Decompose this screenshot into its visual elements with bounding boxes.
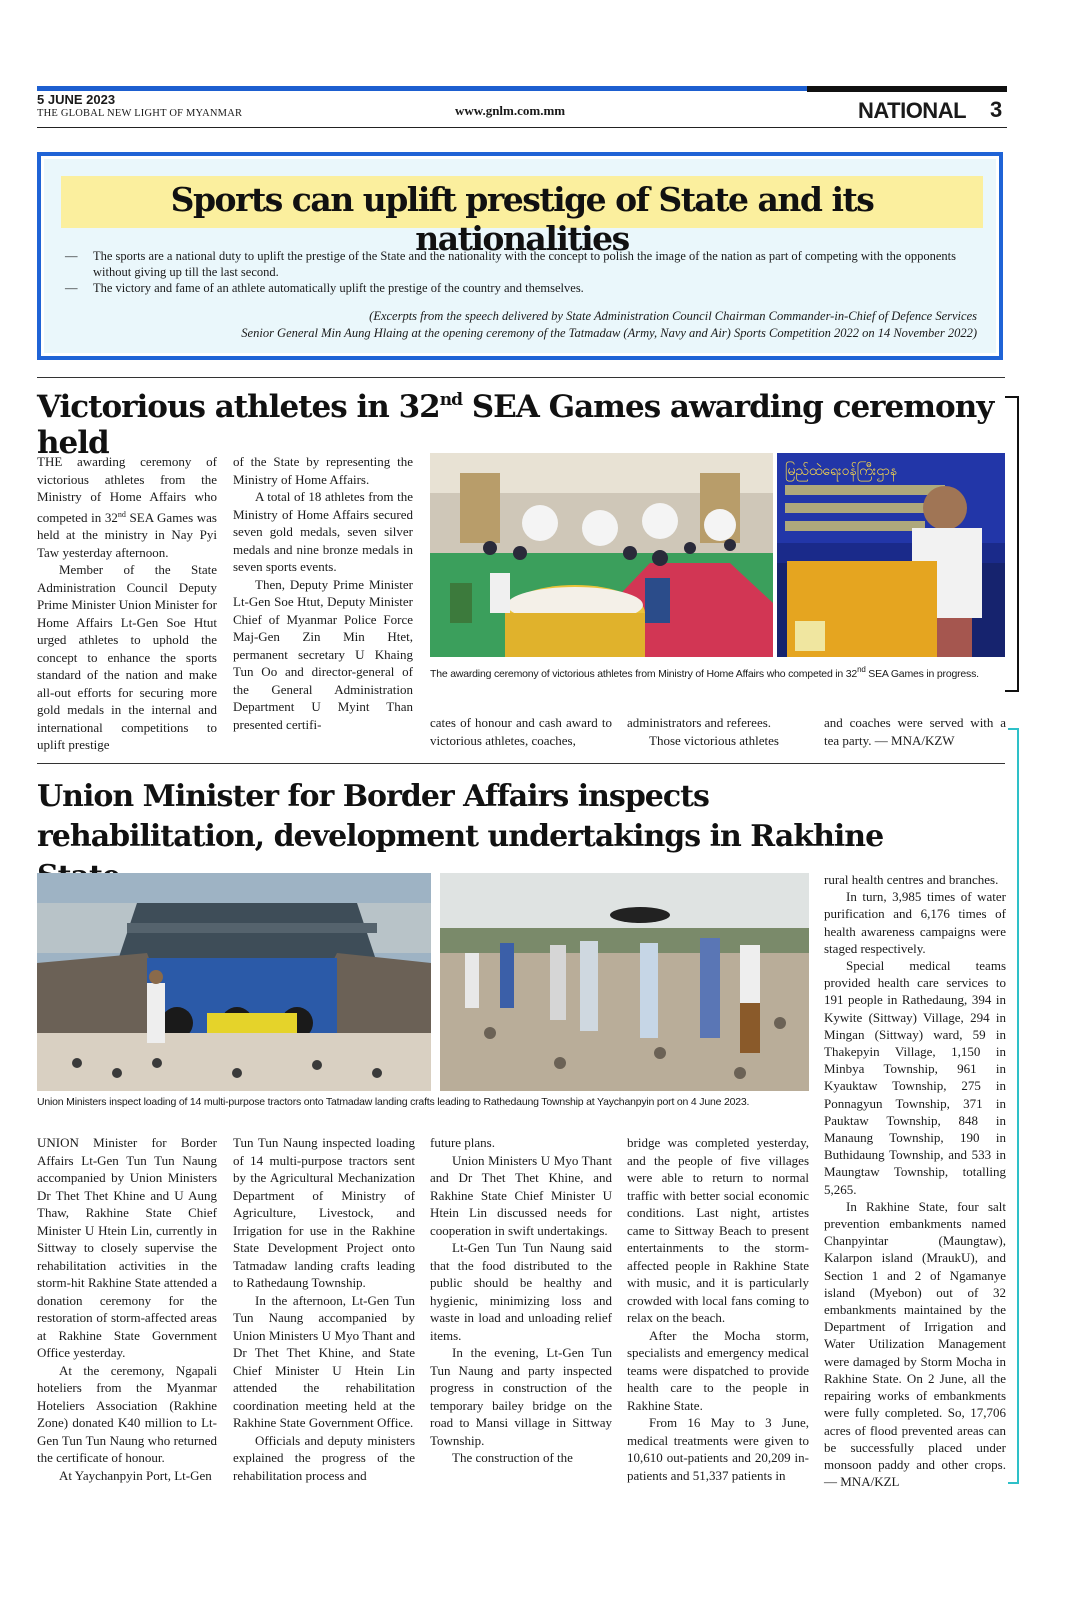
- quote-bullet-text: The sports are a national duty to uplift the prestige of the State and the nationality with the concept to polish the image of the nation as part of competing with the opponents without giving up till the last second.: [93, 249, 956, 279]
- side-bracket-tick: [1005, 690, 1019, 692]
- svg-text:မြည်ထဲရေးဝန်ကြီးဌာန: မြည်ထဲရေးဝန်ကြီးဌာန: [785, 463, 898, 479]
- section-label: NATIONAL: [858, 98, 967, 123]
- landing-craft-tractors-photo: [37, 873, 431, 1091]
- article2-column: Tun Tun Naung inspected loading of 14 multi-purpose tractors sent by the Agricultural Mechanization Department of Ministry of Agriculture, Livestock, and Irrigation for use in the Rakhine State Development Project onto Tatmadaw landing crafts leading to Rathedaung Township. In the afternoon, Lt-Gen Tun Tun Naung accompanied by Union Ministers U Myo Thant and Dr Thet Thet Khine, and State Chief Minister U Htein Lin attended the rehabilitation coordination meeting held at the Rakhine State Government Office. Officials and deputy ministers explained the progress of the rehabilitation process and: [233, 1135, 415, 1483]
- quote-bullet: — The sports are a national duty to uplift the prestige of the State and the nationality with the concept to polish the image of the nation as part of competing with the opponents without giving up till the last second.: [65, 249, 956, 279]
- quote-bullets: [65, 248, 983, 296]
- article1-column: administrators and referees. Those victorious athletes: [627, 715, 779, 748]
- field-inspection-photo: [440, 873, 809, 1091]
- ceremony-hall-photo: [430, 453, 773, 657]
- article1-photo-caption: The awarding ceremony of victorious athletes from Ministry of Home Affairs who competed in 32nd SEA Games in progress.: [430, 665, 979, 680]
- article2-photo-caption: Union Ministers inspect loading of 14 multi-purpose tractors onto Tatmadaw landing crafts leading to Rathedaung Township at Yaychanpyin port on 4 June 2023.: [37, 1096, 750, 1108]
- page-number: 3: [990, 97, 1003, 122]
- quote-banner: [61, 176, 983, 258]
- section-divider: [37, 763, 1005, 764]
- article2-column: bridge was completed yesterday, and the people of five villages were able to return to normal traffic with better social economic conditions. Last night, artistes came to Sittway Beach to present entertainments to the storm-affected people in Rakhine State with music, and it is particularly crowded with local fans coming to relax on the beach. After the Mocha storm, specialists and emergency medical teams were dispatched to provide health care to the people in Rakhine State. From 16 May to 3 June, medical treatments were given to 10,610 out-patients and 20,209 in-patients and 51,337 patients in: [627, 1135, 809, 1483]
- article1-column: cates of honour and cash award to victorious athletes, coaches,: [430, 715, 612, 748]
- side-teal-rule: [1017, 728, 1019, 1483]
- article1-column: THE awarding ceremony of victorious athletes from the Ministry of Home Affairs who competed in 32nd SEA Games was held at the ministry in Nay Pyi Taw yesterday afternoon. Member of the State Administration Council Deputy Prime Minister Union Minister for Home Affairs Lt-Gen Soe Htut urged athletes to uphold the concept to enhance the sports standard of the nation and make all-out efforts for securing more gold medals in the internal and international competitions to uplift prestige: [37, 454, 217, 752]
- quote-source: [241, 308, 977, 342]
- side-teal-tick: [1008, 1482, 1019, 1484]
- masthead-blue-bar: [37, 86, 807, 91]
- masthead-black-bar: [807, 86, 1007, 92]
- quote-source-line: (Excerpts from the speech delivered by State Administration Council Chairman Commander-in-Chief of Defence Services: [369, 309, 977, 323]
- article1-column: of the State by representing the Ministry of Home Affairs. A total of 18 athletes from the Ministry of Home Affairs secured seven gold medals, seven silver medals and nine bronze medals in seven sports events. Then, Deputy Prime Minister Lt-Gen Soe Htut, Deputy Minister Chief of Myanmar Police Force Maj-Gen Zin Min Htet, permanent secretary U Khaing Tun Oo and director-general of the General Administration Department U Myint Than presented certifi-: [233, 454, 413, 732]
- quote-box: [37, 152, 1003, 360]
- quote-source-line: Senior General Min Aung Hlaing at the opening ceremony of the Tatmadaw (Army, Navy and Air) Sports Competition 2022 on 14 November 2022): [241, 326, 977, 340]
- article2-column: UNION Minister for Border Affairs Lt-Gen Tun Tun Naung accompanied by Union Ministers Dr Thet Thet Khine and U Aung Thaw, Rakhine State Chief Minister U Htein Lin, currently in Sittway to closely supervise the rehabilitation activities in the storm-hit Rakhine State attended a donation ceremony for the restoration of storm-affected areas at Rakhine State Government Office yesterday. At the ceremony, Ngapali hoteliers from the Myanmar Hoteliers Association (Rakhine Zone) donated K40 million to Lt-Gen Tun Tun Naung who returned the certificate of honour. At Yaychanpyin Port, Lt-Gen: [37, 1135, 217, 1483]
- quote-bullet: — The victory and fame of an athlete automatically uplift the prestige of the country and themselves.: [65, 281, 584, 295]
- article1-column: and coaches were served with a tea party. — MNA/KZW: [824, 715, 1006, 748]
- masthead-paper-name: THE GLOBAL NEW LIGHT OF MYANMAR: [37, 108, 243, 119]
- section-divider: [37, 377, 1005, 378]
- quote-title: Sports can uplift prestige of State and its nationalities: [170, 180, 874, 258]
- quote-bullet-text: The victory and fame of an athlete automatically uplift the prestige of the country and themselves.: [93, 281, 584, 295]
- masthead-rule: [37, 127, 1007, 128]
- masthead-url[interactable]: www.gnlm.com.mm: [455, 103, 566, 118]
- article2-column: rural health centres and branches. In turn, 3,985 times of water purification and 6,176 times of health awareness campaigns were staged respectively. Special medical teams provided health care services to 191 people in Rathedaung, 394 in Kywite (Sittway) Village, 294 in Mingan (Sittway) ward, 59 in Thakepyin Village, 1,150 in Minbya Township, 961 in Kyauktaw Township, 275 in Ponnagyun Township, 371 in Pauktaw Township, 848 in Manaung Township, 190 in Buthidaung Township, and 533 in Maungtaw Township, totalling 5,265. In Rakhine State, four salt prevention embankments named Chanpyintar (Maungtaw), Kalarpon island (MraukU), and Section 1 and 2 of Ngamanye island (Myebon) out of 32 embankments maintained by the Department of Irrigation and Water Utilization Management were damaged by Storm Mocha in Rakhine State. On 2 June, all the repairing works of embankments were fully completed. So, 17,706 acres of flood prevented areas can be successfully placed under monsoon paddy and other crops. — MNA/KZL: [824, 872, 1006, 1490]
- article2-column: future plans. Union Ministers U Myo Thant and Dr Thet Thet Khine, and Rakhine State Chief Minister U Htein Lin discussed needs for cooperation in swift undertakings. Lt-Gen Tun Tun Naung said that the food distributed to the public should be healthy and hygienic, minimizing loss and waste in load and unloading relief items. In the evening, Lt-Gen Tun Tun Naung and party inspected progress in construction of the temporary bailey bridge on the road to Mansi village in Sittway Township. The construction of the: [430, 1135, 612, 1465]
- article1-headline: Victorious athletes in 32nd SEA Games awarding ceremony held: [37, 389, 994, 461]
- speaker-podium-photo: [777, 453, 1005, 657]
- masthead-date: 5 JUNE 2023: [37, 92, 116, 107]
- side-teal-tick: [1008, 728, 1019, 730]
- article2-headline: Union Minister for Border Affairs inspects rehabilitation, development undertakings in Rakhine: [37, 779, 884, 854]
